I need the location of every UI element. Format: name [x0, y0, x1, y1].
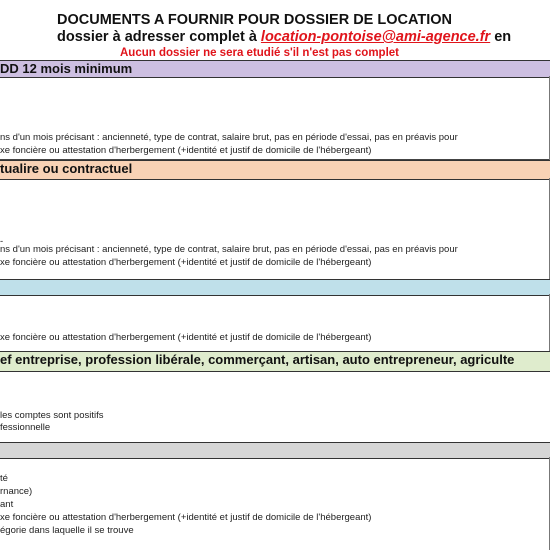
document-title: DOCUMENTS A FOURNIR POUR DOSSIER DE LOCATION	[57, 12, 452, 28]
section-header-grey	[0, 442, 550, 459]
section-independant-line: les comptes sont positifs	[0, 410, 104, 421]
section-grey-line: égorie dans laquelle il se trouve	[0, 525, 134, 536]
section-title-independant: ef entreprise, profession libérale, commerçant, artisan, auto entrepreneur, agriculte	[0, 352, 515, 367]
email-link[interactable]: location-pontoise@ami-agence.fr	[260, 29, 491, 45]
section-independant-line: fessionnelle	[0, 422, 51, 433]
section-titulaire-line: ns d'un mois précisant : ancienneté, type de contrat, salaire brut, pas en période d'essai, pas en préavis pour	[0, 244, 458, 255]
section-title-titulaire: tualire ou contractuel	[0, 161, 133, 176]
section-blue-line: xe foncière ou attestation d'herbergement (+identité et justif de domicile de l'hébergeant)	[0, 332, 372, 343]
section-titulaire-line: -	[0, 236, 4, 247]
section-header-cdd	[0, 60, 550, 78]
section-header-independant	[0, 351, 550, 372]
section-header-titulaire	[0, 160, 550, 180]
submission-line	[57, 29, 511, 45]
section-grey-line: xe foncière ou attestation d'herbergement (+identité et justif de domicile de l'hébergeant)	[0, 512, 372, 523]
submission-suffix: en	[494, 29, 512, 45]
section-header-blue	[0, 279, 550, 296]
incomplete-warning: Aucun dossier ne sera etudié s'il n'est pas complet	[120, 47, 399, 59]
section-title-cdd: DD 12 mois minimum	[0, 61, 133, 76]
section-grey-line: té	[0, 473, 8, 484]
section-cdd-line: xe foncière ou attestation d'herbergement (+identité et justif de domicile de l'hébergeant)	[0, 145, 372, 156]
section-grey-line: ant	[0, 499, 14, 510]
submission-prefix: dossier à adresser complet à	[57, 29, 257, 45]
section-titulaire-line: xe foncière ou attestation d'herbergement (+identité et justif de domicile de l'hébergeant)	[0, 257, 372, 268]
section-cdd-line: ns d'un mois précisant : ancienneté, type de contrat, salaire brut, pas en période d'essai, pas en préavis pour	[0, 132, 458, 143]
section-grey-line: rnance)	[0, 486, 33, 497]
